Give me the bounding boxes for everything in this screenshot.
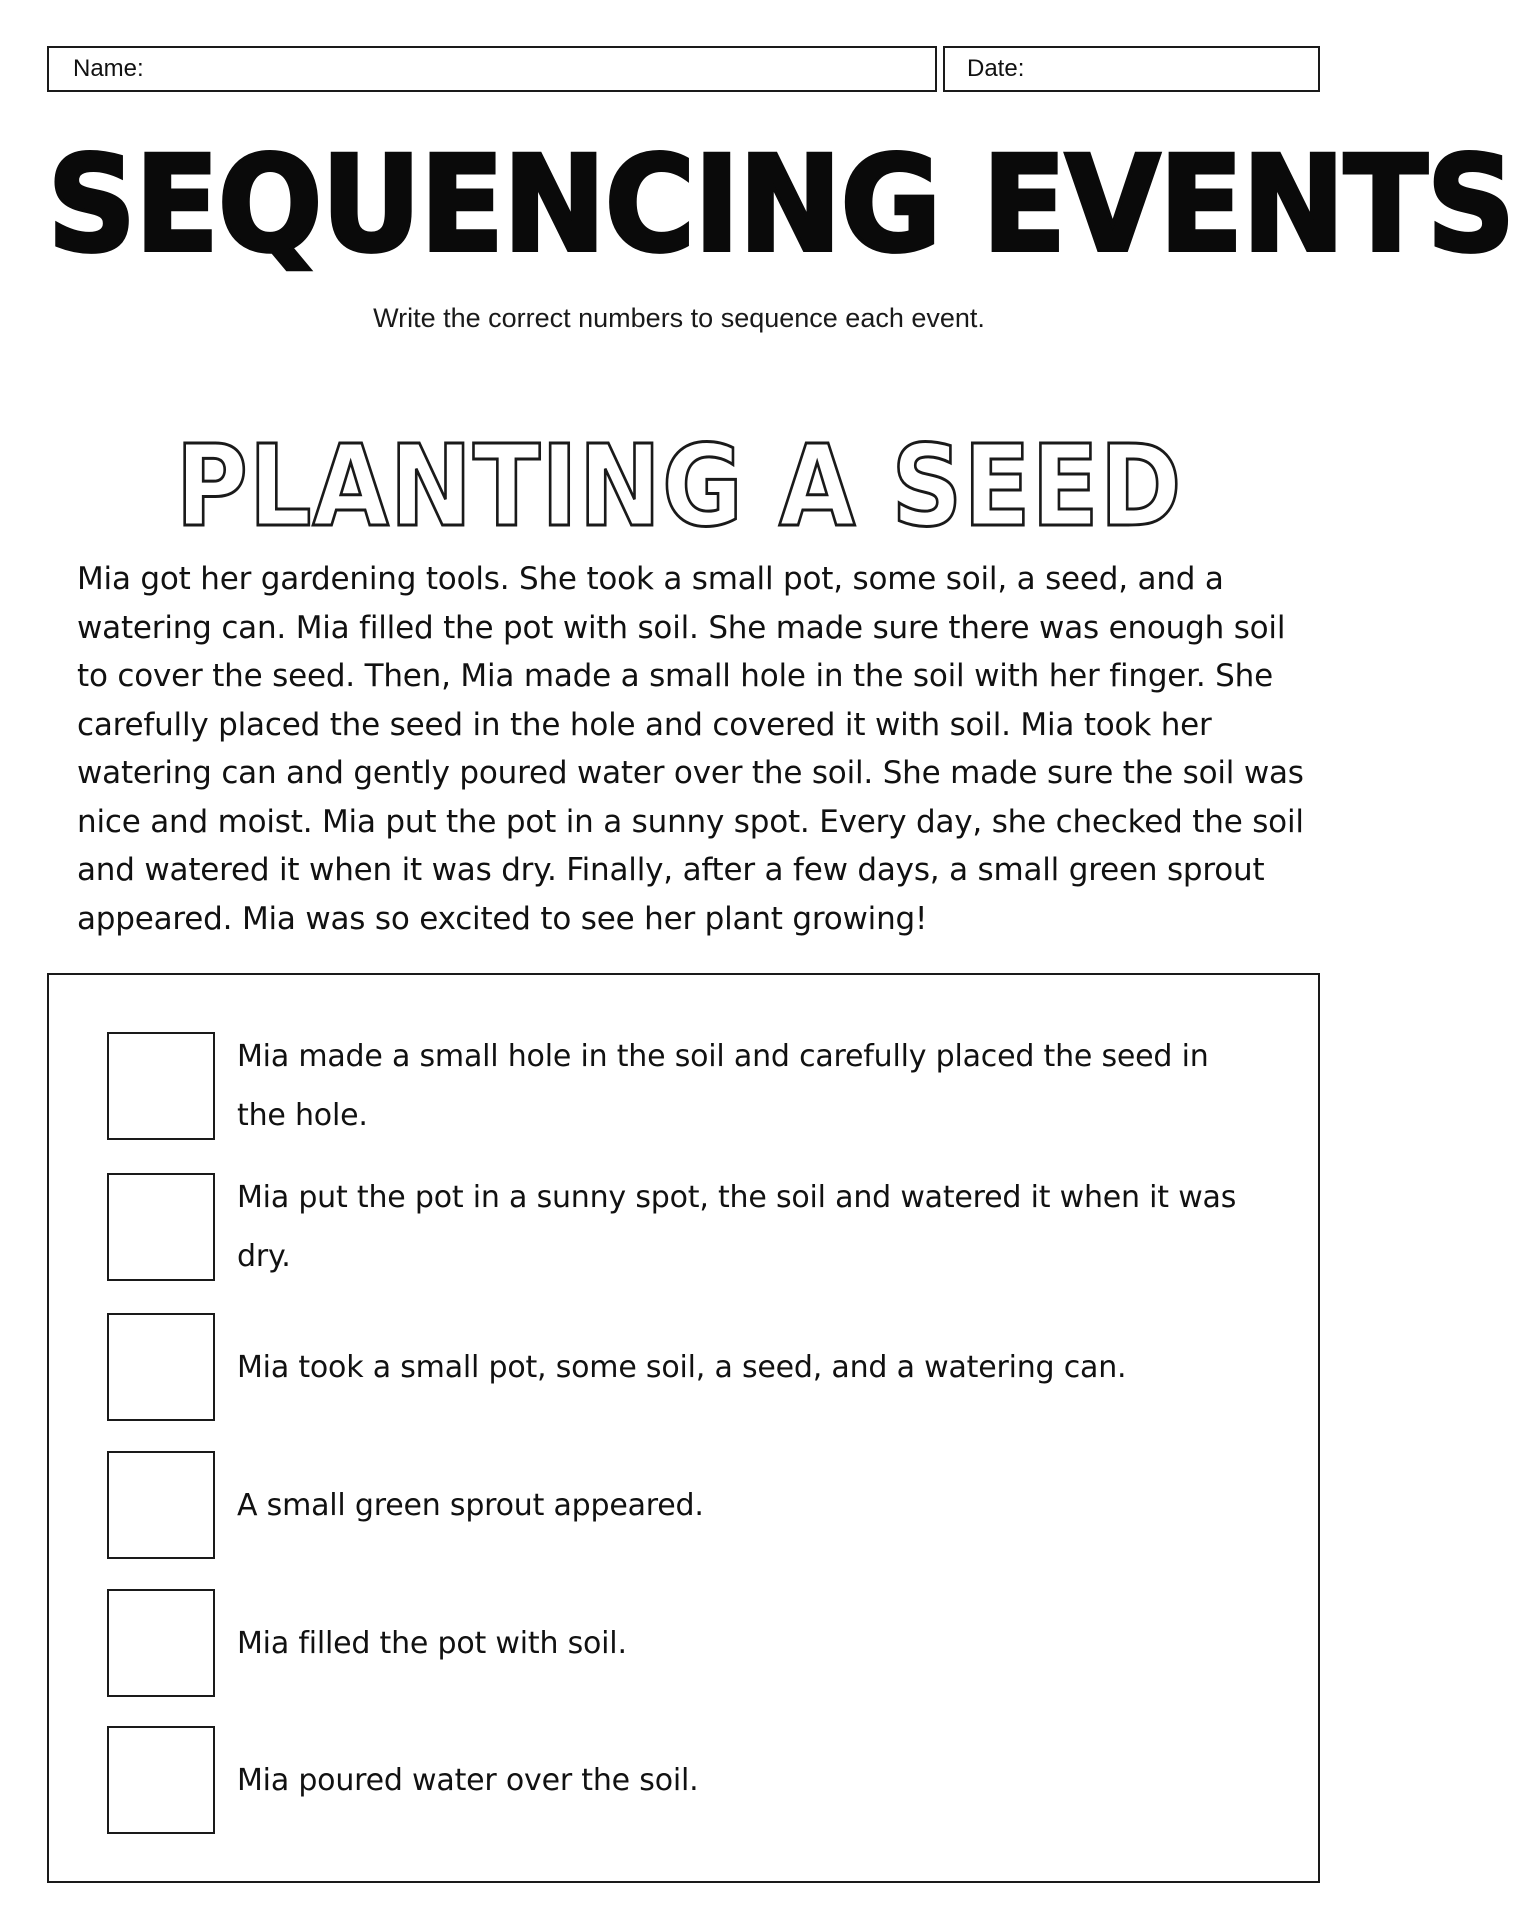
sequence-number-box-5[interactable] [107,1589,215,1697]
event-text-4: A small green sprout appeared. [237,1487,704,1523]
sequence-number-box-2[interactable] [107,1173,215,1281]
date-field[interactable] [943,46,1320,92]
event-text-3: Mia took a small pot, some soil, a seed, and a watering can. [237,1349,1127,1385]
sequence-number-box-6[interactable] [107,1726,215,1834]
page-title: SEQUENCING EVENTS [47,128,1514,282]
event-text-1: Mia made a small hole in the soil and carefully placed the seed in the hole. [237,1039,1209,1133]
story-title: PLANTING A SEED [175,422,1183,552]
sequence-number-box-1[interactable] [107,1032,215,1140]
event-row-5 [107,1589,1267,1697]
sequence-number-box-3[interactable] [107,1313,215,1421]
name-label: Name: [73,55,144,82]
story-paragraph: Mia got her gardening tools. She took a small pot, some soil, a seed, and a watering can. Mia filled the pot with soil. She made sure there was enough soil to cover the seed. Then, Mia made a small hole in the soil with her finger. She carefully placed the seed in the hole and covered it with soil. Mia took her watering can and gently poured water over the soil. She made sure the soil was nice and moist. Mia put the pot in a sunny spot. Every day, she checked the soil and watered it when it was dry. Finally, after a few days, a small green sprout appeared. Mia was so excited to see her plant growing! [77,561,1304,937]
event-text-6: Mia poured water over the soil. [237,1762,699,1798]
events-panel [47,973,1320,1883]
date-label: Date: [967,55,1025,82]
event-row-3 [107,1313,1267,1421]
event-text-5: Mia filled the pot with soil. [237,1625,627,1661]
event-row-2 [107,1173,1267,1281]
name-field[interactable] [47,46,937,92]
sequence-number-box-4[interactable] [107,1451,215,1559]
instructions-text: Write the correct numbers to sequence each event. [373,303,985,333]
event-row-6 [107,1726,1267,1834]
event-row-4 [107,1451,1267,1559]
event-text-2: Mia put the pot in a sunny spot, the soil and watered it when it was dry. [237,1180,1237,1274]
event-row-1 [107,1032,1267,1140]
